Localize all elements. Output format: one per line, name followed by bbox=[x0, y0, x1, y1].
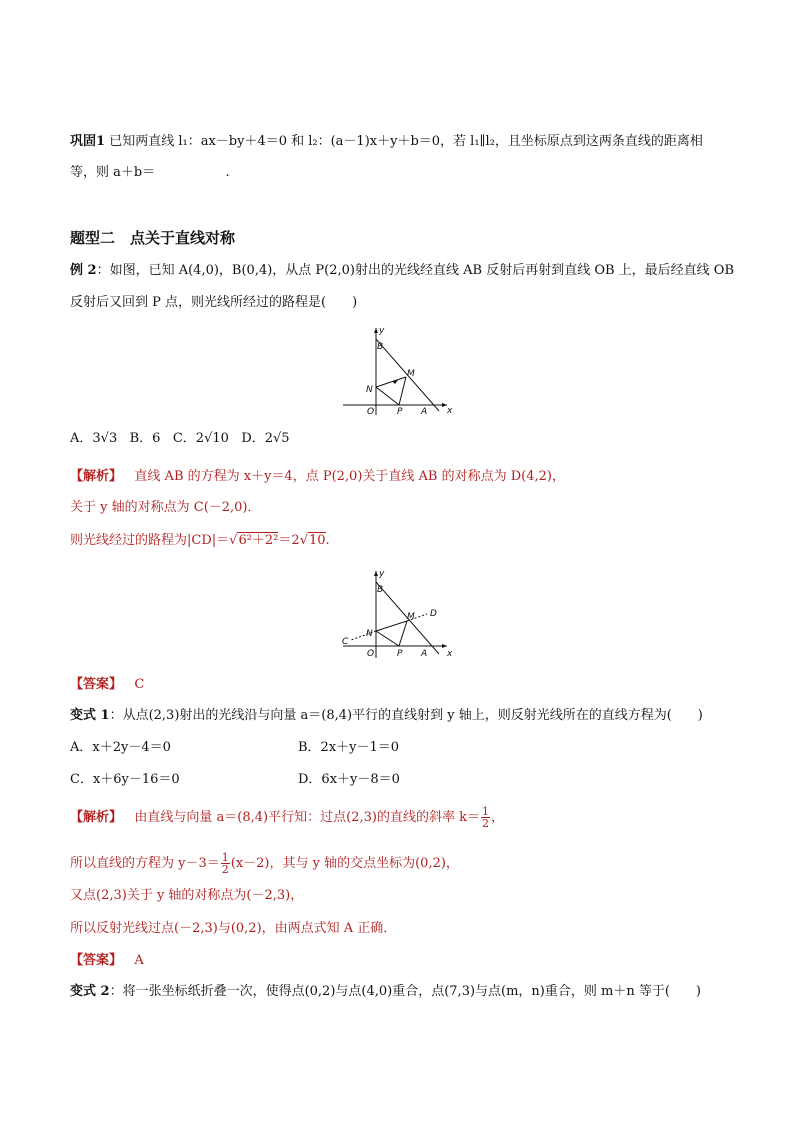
fraction-numerator: 1 bbox=[481, 805, 489, 818]
fraction-denominator-2: 2 bbox=[221, 863, 229, 876]
variant-1-option-a: A．x＋2y－4＝0 bbox=[70, 740, 171, 755]
solution-1-line-3: 则光线经过的路程为|CD|＝√6²＋2²＝2√10. bbox=[70, 533, 330, 548]
option-b: B．6 bbox=[129, 431, 161, 446]
solution-2-line-1 bbox=[70, 806, 504, 829]
fig2-label-a: A bbox=[421, 649, 428, 659]
answer-2-tag: 【答案】 bbox=[70, 953, 123, 968]
consolidation-1-line-1 bbox=[70, 133, 703, 151]
solution-2-comma: ， bbox=[490, 810, 504, 825]
option-c: C．2√10 bbox=[172, 431, 229, 446]
option-d: D．2√5 bbox=[241, 431, 290, 446]
solution-2-line-3: 又点(2,3)关于 y 轴的对称点为(－2,3)， bbox=[70, 888, 304, 903]
variant-1-option-b: B．2x＋y－1＝0 bbox=[298, 740, 400, 755]
fig2-label-b: B bbox=[377, 585, 384, 595]
solution-2-text-1: 由直线与向量 a＝(8,4)平行知：过点(2,3)的直线的斜率 k＝ bbox=[134, 810, 480, 825]
geometry-figure-2 bbox=[335, 568, 455, 660]
solution-1-tag: 【解析】 bbox=[70, 469, 123, 484]
fraction-numerator-2: 1 bbox=[221, 851, 229, 864]
solution-1-text-3: 则光线经过的路程为|CD|＝ bbox=[70, 533, 230, 548]
fig1-label-a: A bbox=[421, 407, 428, 417]
variant-1-option-c: C．x＋6y－16＝0 bbox=[70, 772, 180, 787]
fraction-denominator: 2 bbox=[481, 817, 489, 830]
solution-2-line-4: 所以反射光线过点(－2,3)与(0,2)，由两点式知 A 正确． bbox=[70, 921, 397, 936]
example-2-label: 例 2 bbox=[70, 263, 97, 278]
solution-1-text-1: 直线 AB 的方程为 x＋y＝4，点 P(2,0)关于直线 AB 的对称点为 D(4,2)， bbox=[134, 469, 565, 484]
consolidation-1-line-2 bbox=[70, 164, 230, 182]
answer-2-value: A bbox=[134, 953, 144, 968]
consolidation-1-period: . bbox=[225, 165, 230, 180]
example-2-text: ：如图，已知 A(4,0)，B(0,4)，从点 P(2,0)射出的光线经直线 AB 反射后再射到直线 OB 上，最后经直线 OB bbox=[96, 263, 735, 278]
variant-1-label: 变式 1 bbox=[70, 708, 110, 723]
example-2-line-2: 反射后又回到 P 点，则光线所经过的路程是( ) bbox=[70, 295, 358, 310]
fig1-label-b: B bbox=[377, 342, 384, 352]
fig2-label-x: x bbox=[447, 649, 453, 659]
sqrt-expression-2: 10 bbox=[308, 533, 326, 548]
line-fraction bbox=[221, 852, 230, 875]
fig2-label-m: M bbox=[407, 612, 415, 622]
fig2-label-p: P bbox=[397, 649, 403, 659]
solution-1-eq: ＝2 bbox=[278, 533, 300, 548]
solution-2-tag: 【解析】 bbox=[70, 810, 123, 825]
consolidation-1-text: 已知两直线 l₁：ax－by＋4＝0 和 l₂：(a－1)x＋y＋b＝0，若 l₁∥l₂，且坐标原点到这两条直线的距离相 bbox=[109, 134, 703, 149]
sqrt-expression-1: 6²＋2² bbox=[238, 533, 279, 548]
solution-2-text-2: 所以直线的方程为 y－3＝ bbox=[70, 856, 220, 871]
fig1-label-y: y bbox=[379, 326, 385, 336]
solution-1-line-1 bbox=[70, 468, 565, 486]
example-2-options bbox=[70, 430, 290, 448]
fig2-label-d: D bbox=[430, 609, 437, 619]
consolidation-1-text-2: 等，则 a＋b＝ bbox=[70, 165, 156, 180]
section-title: 题型二 点关于直线对称 bbox=[70, 229, 236, 247]
answer-1-value: C bbox=[134, 677, 145, 692]
fig1-label-n: N bbox=[366, 385, 373, 395]
variant-2-text: ：将一张坐标纸折叠一次，使得点(0,2)与点(4,0)重合，点(7,3)与点(m，n)重合，则 m＋n 等于( ) bbox=[109, 984, 701, 999]
slope-fraction bbox=[481, 806, 490, 829]
option-a: A．3√3 bbox=[70, 431, 118, 446]
answer-1-line bbox=[70, 676, 144, 694]
fig1-label-p: P bbox=[397, 407, 403, 417]
consolidation-1-label: 巩固1 bbox=[70, 134, 106, 149]
geometry-figure-1 bbox=[335, 325, 455, 417]
fig2-label-c: C bbox=[342, 637, 349, 647]
fig1-label-m: M bbox=[407, 369, 415, 379]
solution-1-end: . bbox=[325, 533, 330, 548]
answer-2-line bbox=[70, 952, 144, 970]
solution-2-line-2 bbox=[70, 852, 459, 875]
variant-1-line bbox=[70, 707, 703, 725]
fig1-label-x: x bbox=[447, 406, 453, 416]
fig2-label-o: O bbox=[367, 649, 375, 659]
fig2-label-y: y bbox=[379, 569, 385, 579]
fig2-label-n: N bbox=[366, 629, 373, 639]
solution-1-line-2: 关于 y 轴的对称点为 C(－2,0)． bbox=[70, 500, 261, 515]
solution-2-text-2b: (x－2)，其与 y 轴的交点坐标为(0,2)， bbox=[230, 856, 459, 871]
variant-1-option-d: D．6x＋y－8＝0 bbox=[298, 772, 400, 787]
example-2-line-1 bbox=[70, 262, 734, 280]
answer-1-tag: 【答案】 bbox=[70, 677, 123, 692]
variant-2-line bbox=[70, 983, 701, 1001]
variant-1-text: ：从点(2,3)射出的光线沿与向量 a＝(8,4)平行的直线射到 y 轴上，则反射光线所在的直线方程为( ) bbox=[109, 708, 703, 723]
fig1-label-o: O bbox=[367, 407, 375, 417]
variant-2-label: 变式 2 bbox=[70, 984, 110, 999]
